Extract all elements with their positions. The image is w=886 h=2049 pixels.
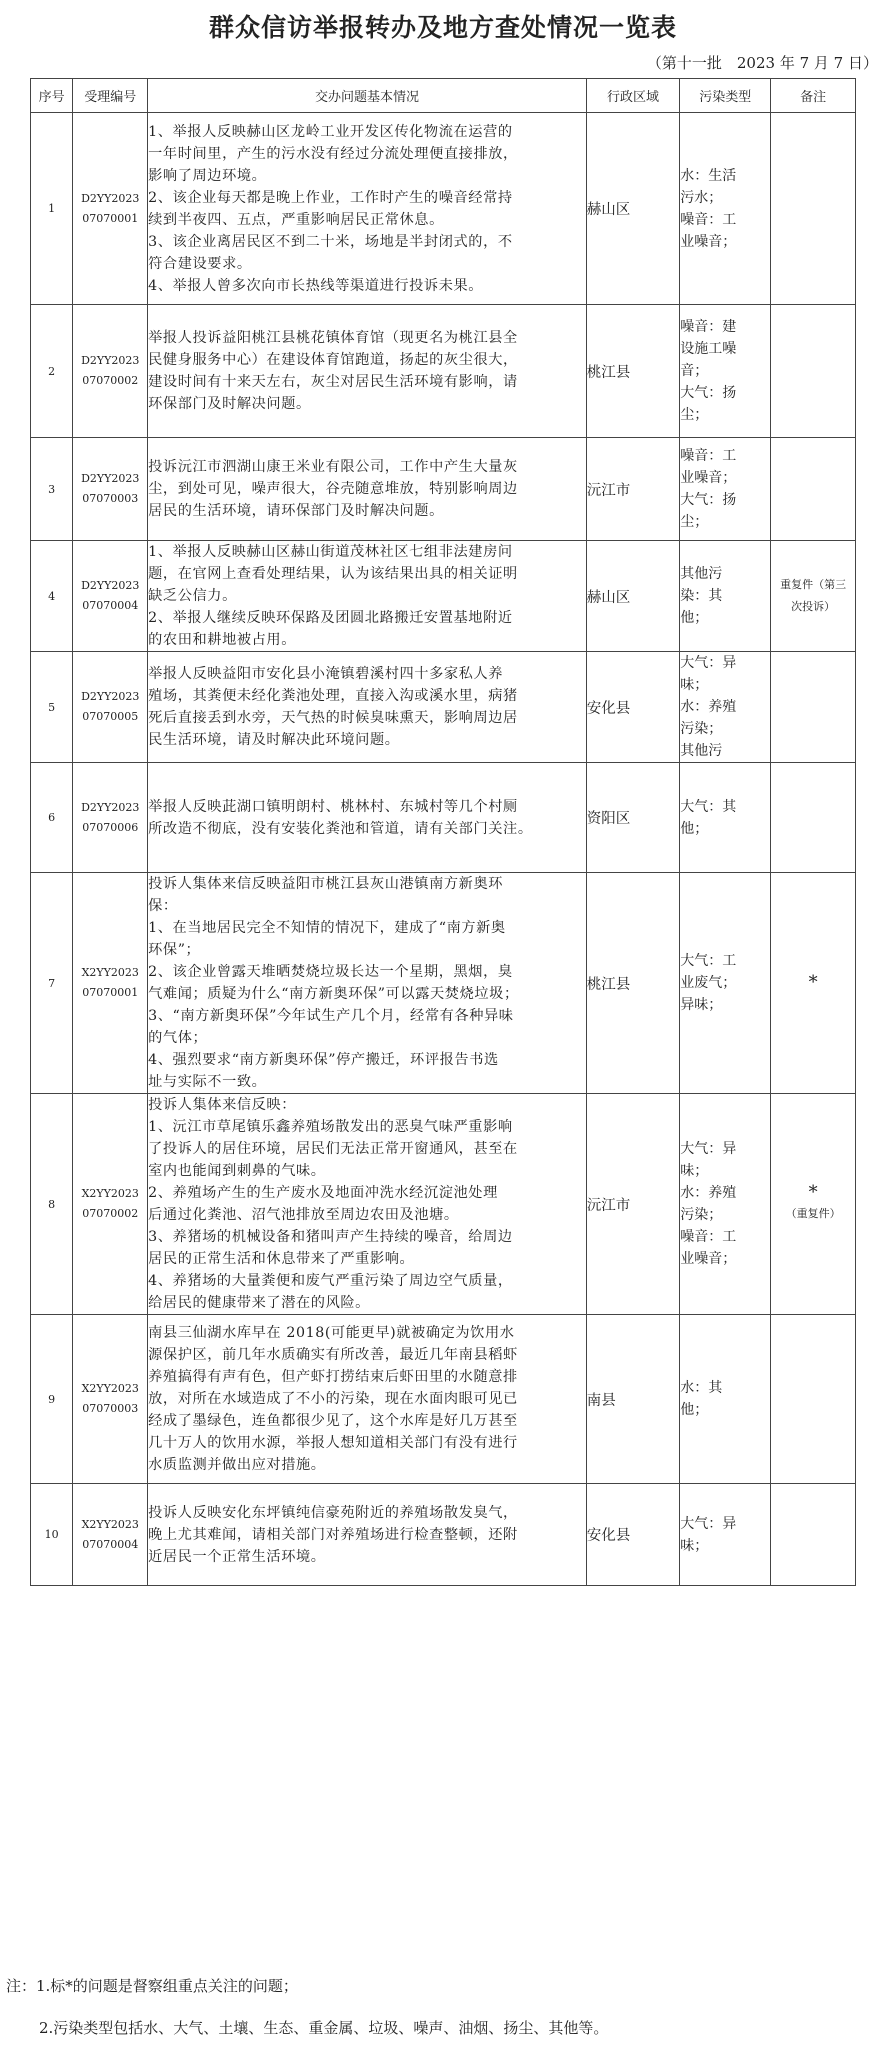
description-line: 居民的正常生活和休息带来了严重影响。 [148,1251,415,1267]
description-line: 死后直接丢到水旁，天气热的时候臭味熏天，影响周边居 [148,710,518,726]
table-header-row [31,79,856,113]
pollution-line: 味； [680,677,709,693]
description-line: 举报人反映益阳市安化县小淹镇碧溪村四十多家私人养 [148,666,504,682]
table-row [31,541,856,652]
admin-region: 沅江市 [586,1094,679,1315]
description-line: 环保”； [148,942,201,958]
pollution-line: 大气：异 [680,1515,737,1532]
description-line: 尘，到处可见，噪声很大，谷壳随意堆放，特别影响周边 [148,481,518,497]
pollution-line: 污染； [680,721,723,737]
case-code-line: 07070004 [82,1537,139,1551]
description-line: 所改造不彻底，没有安装化粪池和管道，请有关部门关注。 [148,820,533,837]
remark-line: 重复件（第三 [780,578,847,591]
pollution-type [680,113,771,305]
pollution-line: 业噪音； [680,233,737,250]
pollution-line: 污水； [680,189,723,206]
pollution-type [680,541,771,652]
case-code-line: D2YY2023 [81,354,140,367]
case-code-line: 07070003 [82,492,139,505]
document-subtitle: （第十一批 2023 年 7 月 7 日） [646,54,878,72]
case-description [148,541,587,652]
pollution-line: 其他污 [680,743,723,759]
pollution-line: 噪音：建 [680,319,737,335]
remark-line: （重复件） [785,1207,841,1220]
description-line: 晚上尤其难闻，请相关部门对养殖场进行检查整顿，还附 [148,1526,518,1543]
description-line: 近居民一个正常生活环境。 [148,1548,326,1565]
pollution-line: 水：养殖 [680,1185,737,1201]
case-code [73,873,148,1094]
pollution-line: 尘； [680,514,709,530]
pollution-line: 其他污 [680,566,723,582]
description-line: 经成了墨绿色，连鱼都很少见了，这个水库是好几万甚至 [148,1413,518,1429]
pollution-line: 水：生活 [680,167,737,184]
case-code-line: 07070002 [82,1207,139,1220]
document-title: 群众信访举报转办及地方查处情况一览表 [208,13,677,42]
remark [771,1315,856,1484]
header-no: 序号 [31,79,73,113]
description-line: 气难闻；质疑为什么“南方新奥环保”可以露天焚烧垃圾； [148,986,519,1002]
case-code-line: D2YY2023 [81,690,140,703]
pollution-type [680,1315,771,1484]
pollution-line: 污染； [680,1207,723,1223]
description-line: 续到半夜四、五点，严重影响居民正常休息。 [148,211,444,228]
description-line: 1、举报人反映赫山区赫山街道茂林社区七组非法建房问 [148,544,513,560]
description-line: 源保护区，前几年水质确实有所改善，最近几年南县稻虾 [148,1347,518,1363]
header-pollution: 污染类型 [680,79,771,113]
pollution-line: 大气：异 [680,655,737,671]
description-line: 3、养猪场的机械设备和猪叫声产生持续的噪音，给周边 [148,1229,513,1245]
row-number: 9 [31,1315,73,1484]
description-line: 投诉沅江市泗湖山康王米业有限公司，工作中产生大量灰 [148,459,518,475]
table-row [31,873,856,1094]
case-code-line: 07070003 [82,1402,139,1415]
pollution-type [680,1484,771,1586]
description-line: 民健身服务中心）在建设体育馆跑道，扬起的灰尘很大， [148,352,518,368]
remark [771,113,856,305]
pollution-line: 业废气； [680,975,737,991]
header-remark: 备注 [771,79,856,113]
description-line: 2、该企业每天都是晚上作业，工作时产生的噪音经常持 [148,189,513,206]
case-description [148,873,587,1094]
table-row [31,763,856,873]
table-row [31,438,856,541]
case-code [73,1484,148,1586]
case-code-line: 07070005 [82,710,139,723]
description-line: 3、“南方新奥环保”今年试生产几个月，经常有各种异味 [148,1008,514,1024]
pollution-line: 他； [680,1402,709,1418]
admin-region: 赫山区 [586,541,679,652]
pollution-line: 大气：异 [680,1141,737,1157]
case-code [73,305,148,438]
description-line: 一年时间里，产生的污水没有经过分流处理便直接排放， [148,145,518,162]
remark [771,1484,856,1586]
description-line: 水质监测并做出应对措施。 [148,1457,326,1473]
case-description [148,652,587,763]
pollution-line: 大气：扬 [680,492,737,508]
description-line: 放，对所在水域造成了不小的污染，现在水面肉眼可见已 [148,1391,518,1407]
description-line: 3、该企业离居民区不到二十米，场地是半封闭式的，不 [148,233,513,250]
description-line: 给居民的健康带来了潜在的风险。 [148,1295,370,1311]
remark-line: 次投诉） [791,600,836,613]
pollution-line: 设施工噪 [680,341,737,357]
case-description [148,763,587,873]
pollution-type [680,438,771,541]
row-number: 5 [31,652,73,763]
table-row [31,1315,856,1484]
admin-region: 南县 [586,1315,679,1484]
description-line: 题，在官网上查看处理结果，认为该结果出具的相关证明 [148,566,518,582]
row-number: 1 [31,113,73,305]
description-line: 民生活环境，请及时解决此环境问题。 [148,732,400,748]
pollution-line: 噪音：工 [680,1229,737,1245]
description-line: 了投诉人的居住环境，居民们无法正常开窗通风，甚至在 [148,1141,518,1157]
description-line: 举报人反映茈湖口镇明朗村、桃林村、东城村等几个村厕 [148,798,518,815]
case-code-line: 07070001 [82,211,139,225]
table-row [31,1484,856,1586]
pollution-line: 噪音：工 [680,448,737,464]
header-region: 行政区域 [586,79,679,113]
description-line: 几十万人的饮用水源，举报人想知道相关部门有没有进行 [148,1435,518,1451]
admin-region: 赫山区 [586,113,679,305]
case-description [148,438,587,541]
case-code-line: 07070004 [82,599,139,612]
admin-region: 沅江市 [586,438,679,541]
case-description [148,113,587,305]
description-line: 1、在当地居民完全不知情的情况下，建成了“南方新奥 [148,920,506,936]
complaint-table [30,78,856,1586]
pollution-type [680,873,771,1094]
description-line: 室内也能闻到刺鼻的气味。 [148,1163,326,1179]
remark [771,652,856,763]
pollution-line: 味； [680,1163,709,1179]
pollution-line: 业噪音； [680,470,737,486]
description-line: 缺乏公信力。 [148,588,237,604]
table-row [31,113,856,305]
description-line: 保： [148,898,178,914]
description-line: 1、沅江市草尾镇乐鑫养殖场散发出的恶臭气味严重影响 [148,1119,513,1135]
remark [771,873,856,1094]
description-line: 的农田和耕地被占用。 [148,632,297,648]
case-code [73,763,148,873]
case-code [73,541,148,652]
admin-region: 资阳区 [586,763,679,873]
case-description [148,305,587,438]
description-line: 4、养猪场的大量粪便和废气严重污染了周边空气质量， [148,1273,513,1289]
pollution-line: 大气：扬 [680,385,737,401]
description-line: 1、举报人反映赫山区龙岭工业开发区传化物流在运营的 [148,123,513,140]
description-line: 殖场，其粪便未经化粪池处理，直接入沟或溪水里，病猪 [148,688,518,704]
description-line: 址与实际不一致。 [148,1074,267,1090]
description-line: 投诉人反映安化东坪镇纯信豪苑附近的养殖场散发臭气， [148,1504,518,1521]
pollution-line: 大气：其 [680,798,737,815]
remark [771,305,856,438]
admin-region: 安化县 [586,652,679,763]
description-line: 2、该企业曾露天堆晒焚烧垃圾长达一个星期，黑烟，臭 [148,964,513,980]
description-line: 举报人投诉益阳桃江县桃花镇体育馆（现更名为桃江县全 [148,330,518,346]
row-number: 4 [31,541,73,652]
case-code-line: D2YY2023 [81,800,140,814]
row-number: 3 [31,438,73,541]
description-line: 环保部门及时解决问题。 [148,396,311,412]
pollution-line: 业噪音； [680,1251,737,1267]
case-description [148,1484,587,1586]
header-code: 受理编号 [73,79,148,113]
case-code-line: 07070002 [82,374,139,387]
pollution-line: 他； [680,610,709,626]
notes [6,1965,608,2049]
pollution-line: 尘； [680,407,709,423]
table-row [31,1094,856,1315]
pollution-line: 噪音：工 [680,211,737,228]
case-code-line: X2YY2023 [81,966,139,979]
row-number: 6 [31,763,73,873]
description-line: 的气体； [148,1030,208,1046]
description-line: 4、举报人曾多次向市长热线等渠道进行投诉未果。 [148,277,484,294]
row-number: 2 [31,305,73,438]
description-line: 2、举报人继续反映环保路及团圆北路搬迁安置基地附近 [148,610,513,626]
row-number: 8 [31,1094,73,1315]
case-code-line: D2YY2023 [81,472,140,485]
case-code [73,438,148,541]
row-number: 10 [31,1484,73,1586]
description-line: 投诉人集体来信反映： [148,1097,297,1113]
case-code-line: D2YY2023 [81,191,140,205]
note-1: 注：1.标*的问题是督察组重点关注的问题； [6,1977,298,1995]
case-code-line: 07070006 [82,820,139,834]
header-content: 交办问题基本情况 [148,79,587,113]
remark [771,541,856,652]
description-line: 投诉人集体来信反映益阳市桃江县灰山港镇南方新奥环 [148,876,504,892]
pollution-line: 染：其 [680,588,723,604]
case-code [73,1315,148,1484]
description-line: 养殖搞得有声有色，但产虾打捞结束后虾田里的水随意排 [148,1369,518,1385]
pollution-line: 异味； [680,997,723,1013]
pollution-type [680,1094,771,1315]
case-description [148,1315,587,1484]
case-code-line: X2YY2023 [81,1187,139,1200]
case-code-line: 07070001 [82,986,139,999]
admin-region: 桃江县 [586,873,679,1094]
pollution-type [680,305,771,438]
description-line: 2、养殖场产生的生产废水及地面冲洗水经沉淀池处理 [148,1185,498,1201]
admin-region: 安化县 [586,1484,679,1586]
pollution-line: 水：其 [680,1380,723,1396]
focus-star-mark: * [808,1182,818,1203]
remark [771,1094,856,1315]
case-code [73,113,148,305]
remark [771,763,856,873]
admin-region: 桃江县 [586,305,679,438]
case-code-line: X2YY2023 [81,1382,139,1395]
note-2: 2.污染类型包括水、大气、土壤、生态、重金属、垃圾、噪声、油烟、扬尘、其他等。 [39,2019,609,2037]
pollution-type [680,763,771,873]
description-line: 建设时间有十来天左右，灰尘对居民生活环境有影响，请 [148,374,518,390]
pollution-line: 味； [680,1537,709,1554]
description-line: 南县三仙湖水库早在 2018(可能更早)就被确定为饮用水 [148,1325,515,1341]
pollution-type [680,652,771,763]
pollution-line: 大气：工 [680,953,737,969]
case-code [73,1094,148,1315]
description-line: 影响了周边环境。 [148,167,267,184]
case-description [148,1094,587,1315]
pollution-line: 音； [680,363,709,379]
remark [771,438,856,541]
pollution-line: 他； [680,820,709,837]
case-code [73,652,148,763]
description-line: 符合建设要求。 [148,255,252,272]
case-code-line: X2YY2023 [81,1517,139,1531]
pollution-line: 水：养殖 [680,699,737,715]
description-line: 4、强烈要求“南方新奥环保”停产搬迁，环评报告书选 [148,1052,499,1068]
table-row [31,652,856,763]
description-line: 后通过化粪池、沼气池排放至周边农田及池塘。 [148,1207,459,1223]
table-row [31,305,856,438]
focus-star-mark: * [808,972,818,993]
case-code-line: D2YY2023 [81,579,140,592]
description-line: 居民的生活环境，请环保部门及时解决问题。 [148,503,444,519]
row-number: 7 [31,873,73,1094]
